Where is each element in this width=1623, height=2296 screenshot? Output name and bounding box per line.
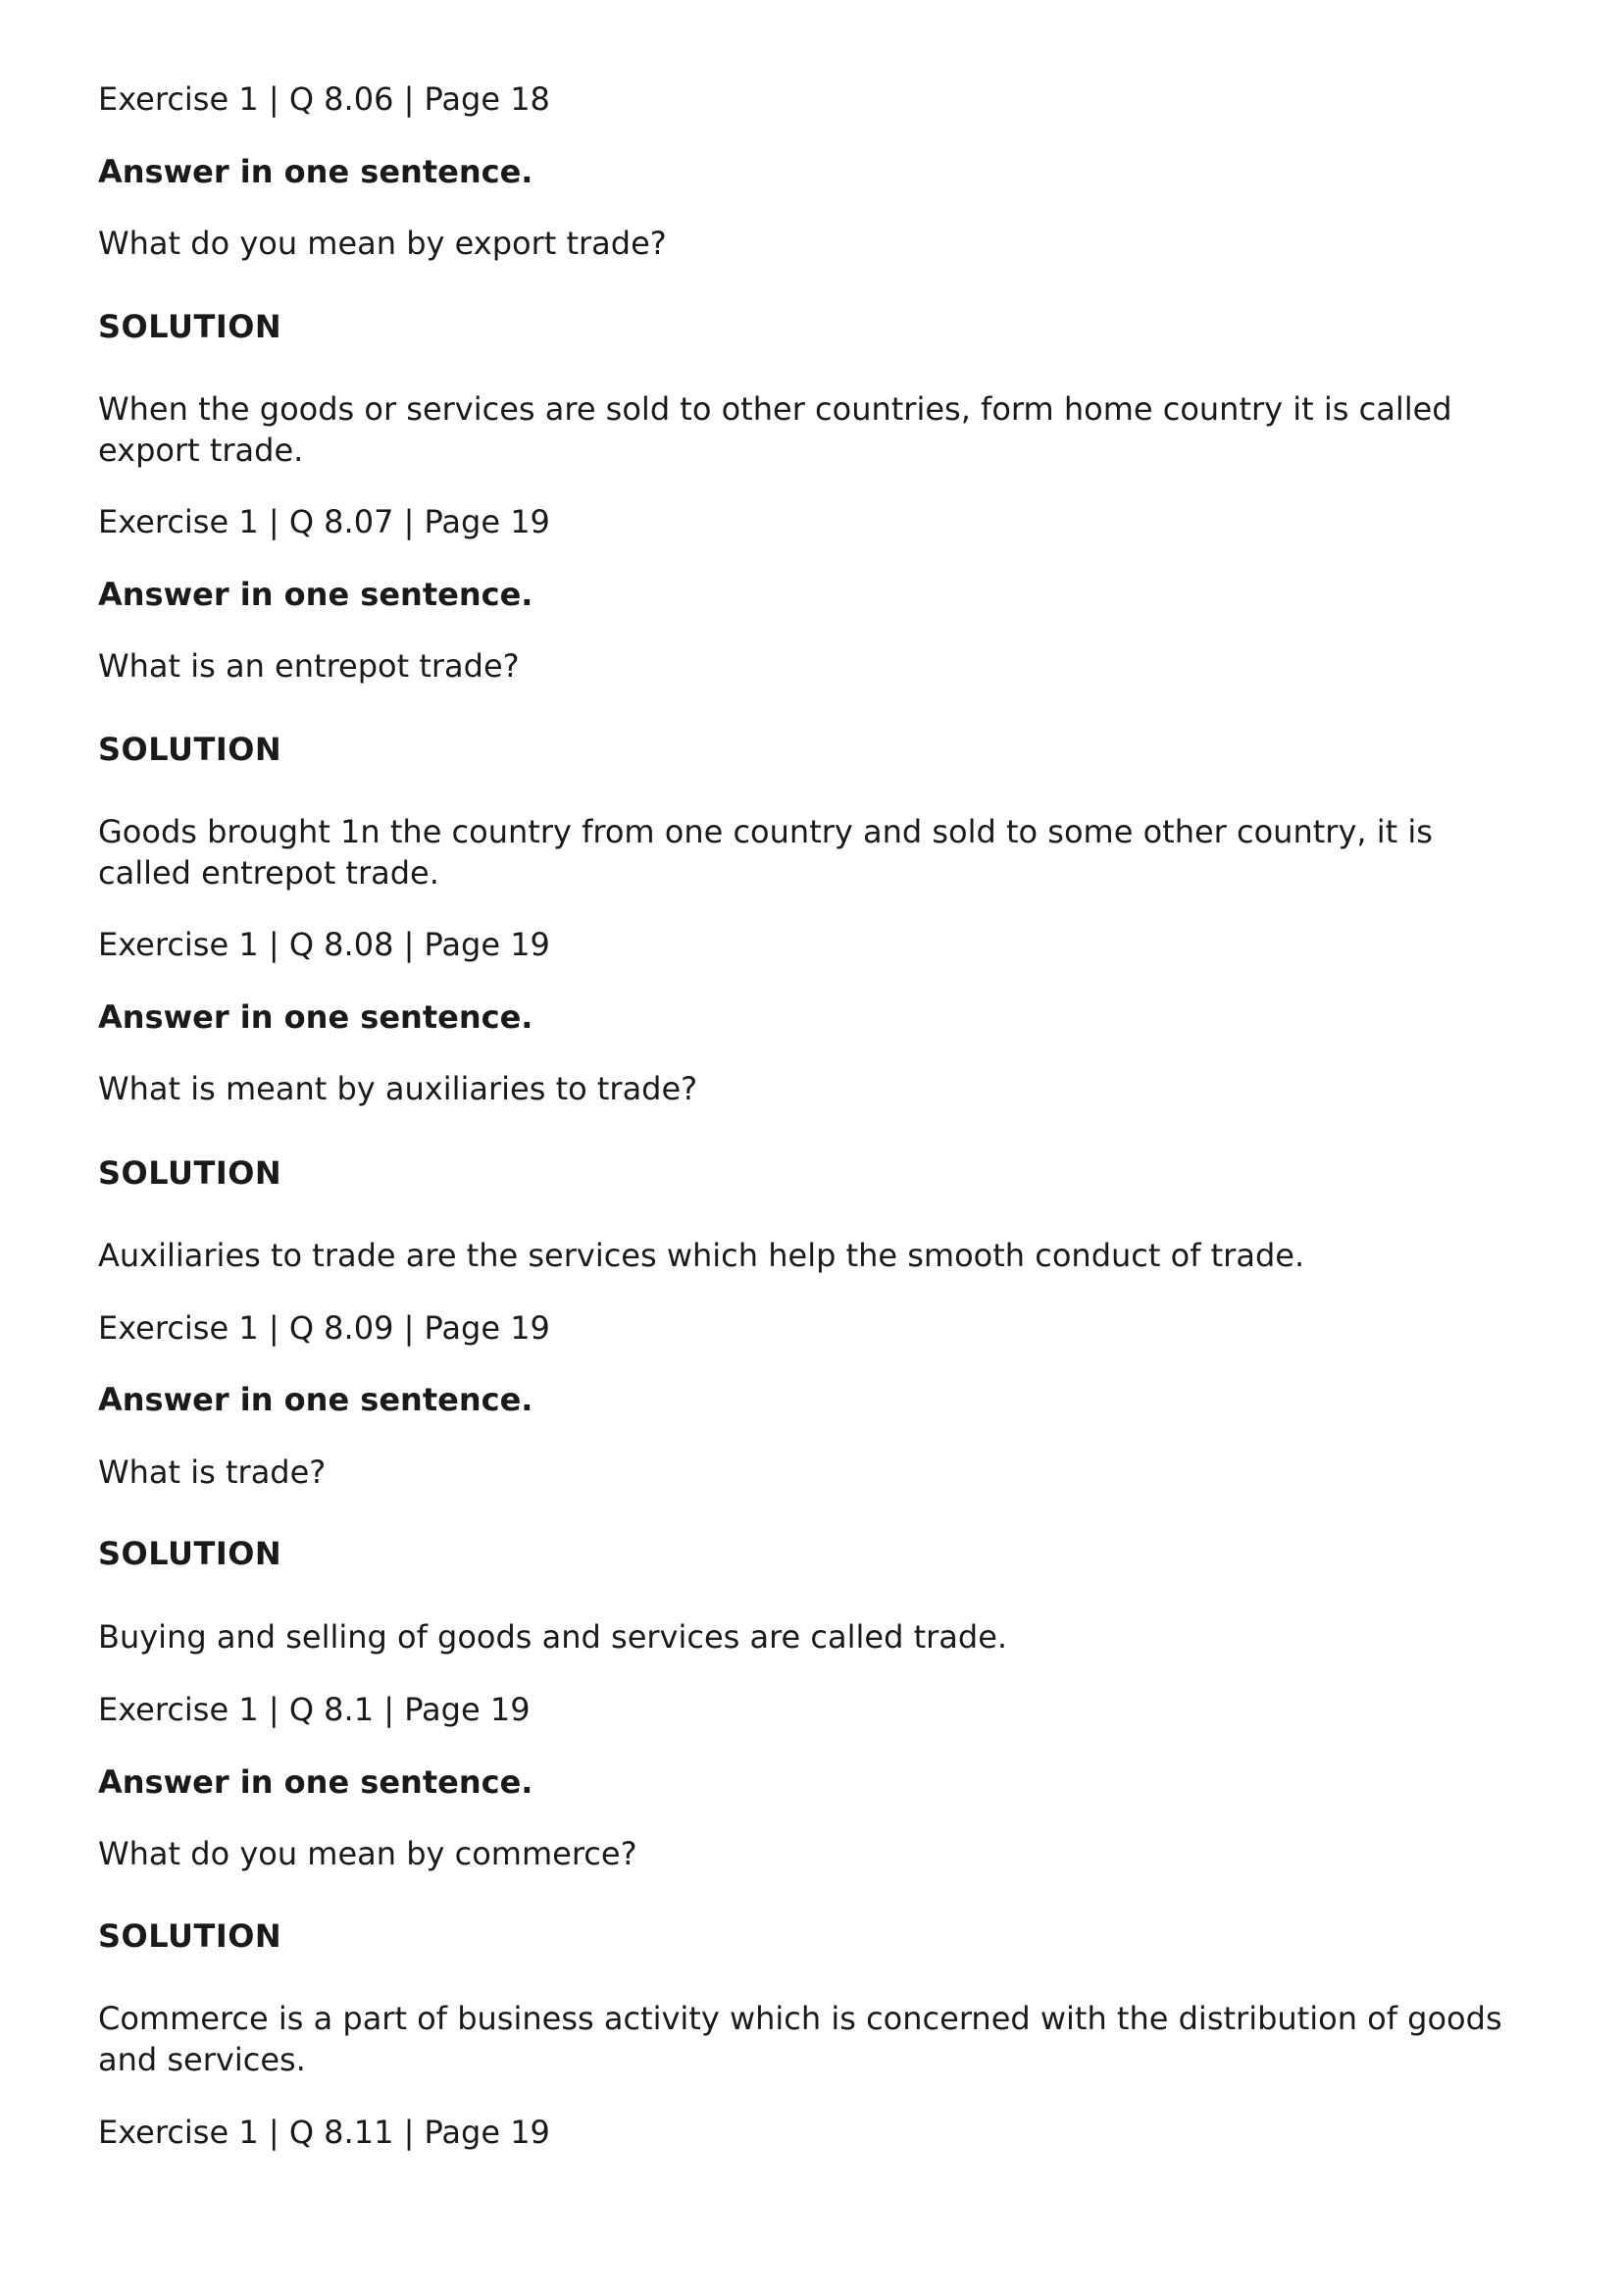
solution-heading: SOLUTION (98, 1535, 282, 1572)
instruction-heading: Answer in one sentence. (98, 153, 533, 190)
exercise-reference: Exercise 1 | Q 8.08 | Page 19 (98, 926, 550, 963)
solution-heading: SOLUTION (98, 1154, 282, 1192)
exercise-reference: Exercise 1 | Q 8.06 | Page 18 (98, 80, 550, 118)
exercise-reference: Exercise 1 | Q 8.09 | Page 19 (98, 1309, 550, 1347)
solution-text-line: Buying and selling of goods and services are called trade. (98, 1618, 1008, 1656)
solution-text-line: and services. (98, 2041, 306, 2078)
solution-text-line: Commerce is a part of business activity which is concerned with the distribution of goods (98, 2000, 1502, 2037)
solution-heading: SOLUTION (98, 308, 282, 345)
exercise-reference: Exercise 1 | Q 8.1 | Page 19 (98, 1691, 531, 1728)
solution-heading: SOLUTION (98, 1917, 282, 1955)
question-text: What is an entrepot trade? (98, 647, 520, 685)
exercise-reference: Exercise 1 | Q 8.11 | Page 19 (98, 2114, 550, 2151)
question-text: What do you mean by export trade? (98, 225, 667, 262)
solution-text-line: export trade. (98, 432, 304, 469)
solution-text-line: called entrepot trade. (98, 854, 439, 892)
instruction-heading: Answer in one sentence. (98, 1381, 533, 1418)
question-text: What is meant by auxiliaries to trade? (98, 1070, 698, 1107)
question-text: What is trade? (98, 1454, 327, 1491)
instruction-heading: Answer in one sentence. (98, 1763, 533, 1801)
instruction-heading: Answer in one sentence. (98, 998, 533, 1036)
solution-text-line: Goods brought 1n the country from one country and sold to some other country, it is (98, 813, 1433, 850)
exercise-reference: Exercise 1 | Q 8.07 | Page 19 (98, 503, 550, 540)
solution-text-line: Auxiliaries to trade are the services which help the smooth conduct of trade. (98, 1237, 1305, 1274)
solution-text-line: When the goods or services are sold to other countries, form home country it is called (98, 390, 1452, 428)
solution-heading: SOLUTION (98, 731, 282, 768)
instruction-heading: Answer in one sentence. (98, 576, 533, 613)
question-text: What do you mean by commerce? (98, 1835, 637, 1872)
